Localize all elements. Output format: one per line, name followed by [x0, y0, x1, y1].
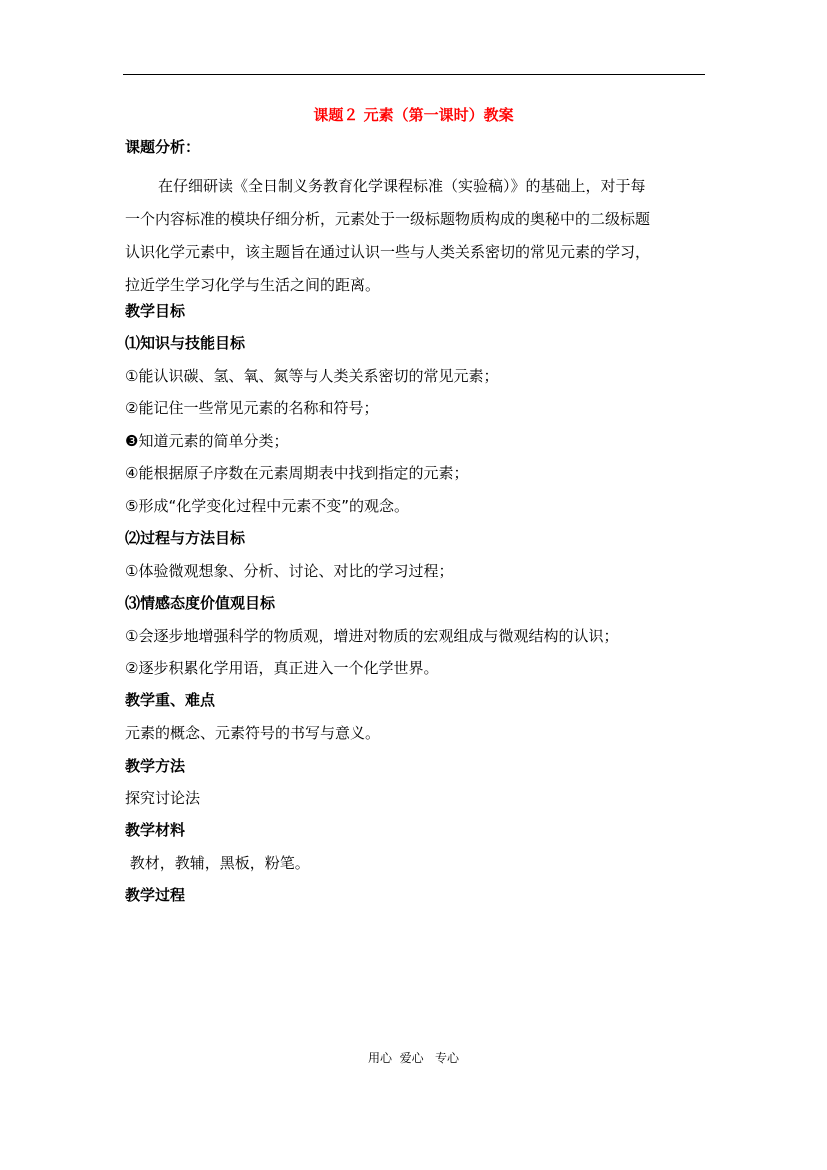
objective-item: ①能认识碳、氢、氧、氮等与人类关系密切的常见元素；: [125, 367, 499, 385]
analysis-line: 一个内容标准的模块仔细分析，元素处于一级标题物质构成的奥秘中的二级标题: [125, 210, 651, 228]
analysis-line: 拉近学生学习化学与生活之间的距离。: [125, 276, 381, 294]
key-points-heading: 教学重、难点: [125, 691, 216, 709]
key-points-text: 元素的概念、元素符号的书写与意义。: [125, 724, 381, 742]
objectives-heading: 教学目标: [125, 302, 186, 320]
objective-item: ⑤形成“化学变化过程中元素不变”的观念。: [125, 497, 409, 515]
method-text: 探究讨论法: [125, 789, 201, 807]
objective-item: ①会逐步地增强科学的物质观，增进对物质的宏观组成与微观结构的认识；: [125, 627, 619, 645]
process-heading: 教学过程: [125, 886, 186, 904]
materials-text: 教材，教辅，黑板，粉笔。: [125, 854, 310, 872]
analysis-line: 认识化学元素中，该主题旨在通过认识一些与人类关系密切的常见元素的学习，: [125, 243, 651, 261]
analysis-heading: 课题分析：: [125, 138, 201, 156]
objective-item: ④能根据原子序数在元素周期表中找到指定的元素；: [125, 464, 469, 482]
materials-heading: 教学材料: [125, 821, 186, 839]
analysis-paragraph: [125, 170, 705, 302]
attitude-objectives-heading: ⑶情感态度价值观目标: [125, 594, 276, 612]
process-objectives-heading: ⑵过程与方法目标: [125, 529, 246, 547]
objective-item: ①体验微观想象、分析、讨论、对比的学习过程；: [125, 562, 454, 580]
objective-item: ②能记住一些常见元素的名称和符号；: [125, 399, 379, 417]
objective-item: ②逐步积累化学用语，真正进入一个化学世界。: [125, 659, 439, 677]
knowledge-objectives-heading: ⑴知识与技能目标: [125, 334, 246, 352]
objective-item: ❸知道元素的简单分类；: [125, 432, 289, 450]
analysis-line: 在仔细研读《全日制义务教育化学课程标准（实验稿）》的基础上，对于每: [158, 177, 646, 195]
method-heading: 教学方法: [125, 757, 186, 775]
header-rule: [123, 74, 705, 75]
page-footer: 用心 爱心 专心: [367, 1051, 460, 1065]
document-title: 课题２ 元素（第一课时）教案: [313, 106, 514, 124]
